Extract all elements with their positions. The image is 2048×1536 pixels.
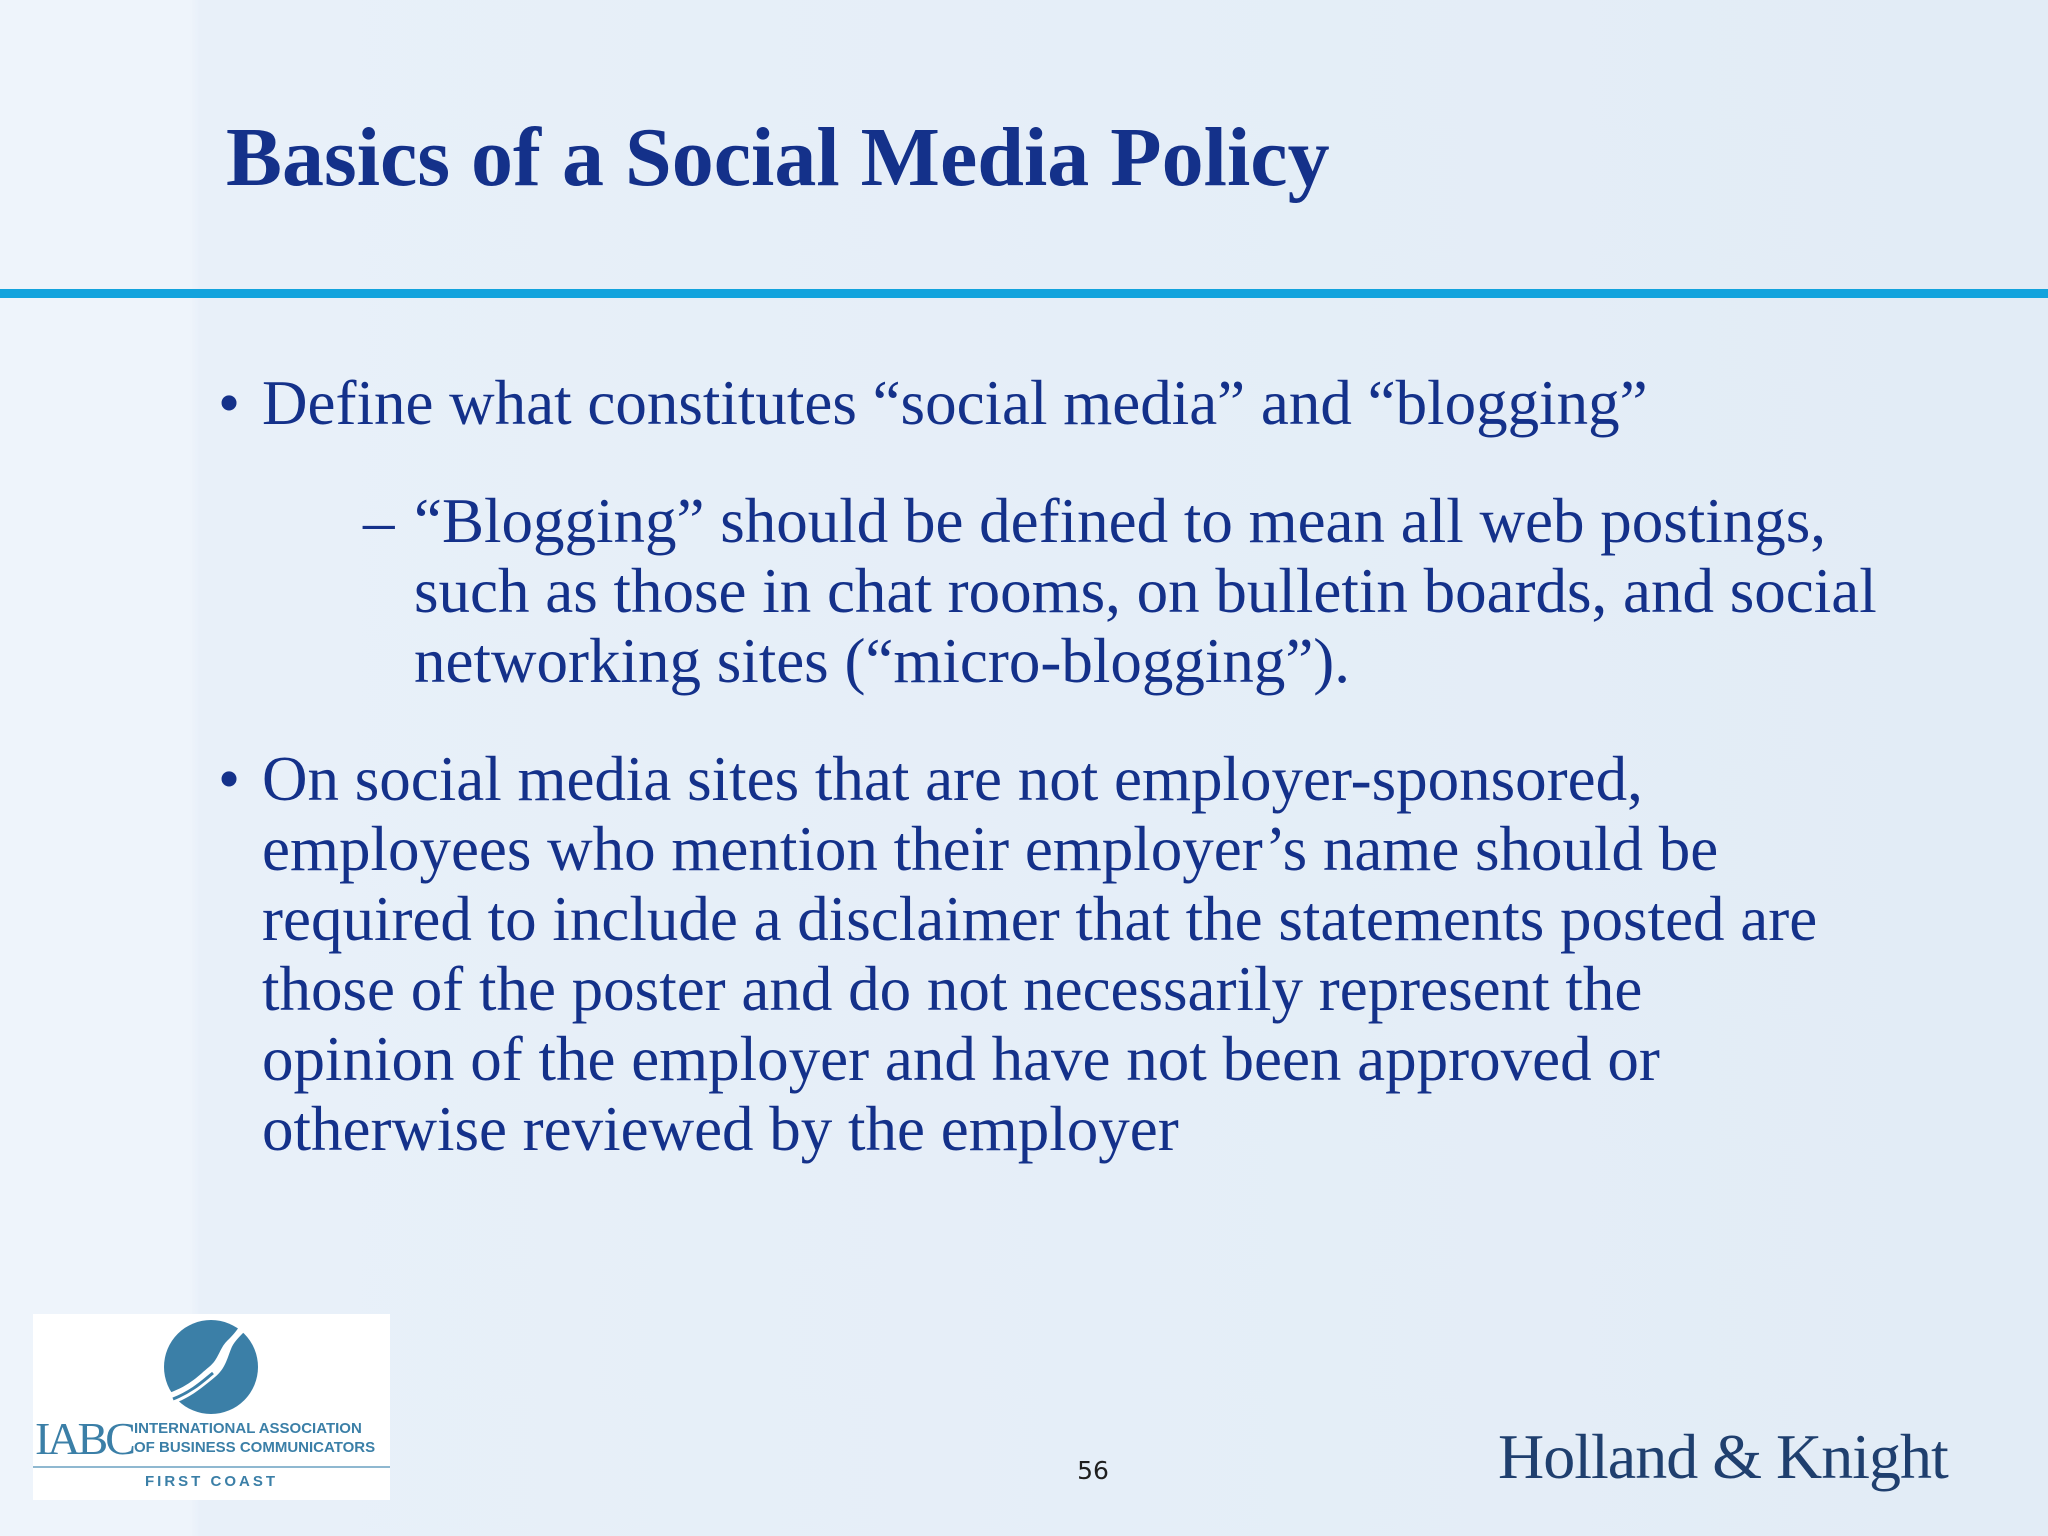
bullet-text-line: On social media sites that are not employer-sponsored, [262, 744, 1643, 814]
iabc-name-line: INTERNATIONAL ASSOCIATION [134, 1420, 362, 1437]
bullet-marker: • [218, 744, 241, 814]
bullet-text-line: Define what constitutes “social media” and “blogging” [262, 368, 1648, 438]
page-number: 56 [1077, 1456, 1109, 1485]
iabc-full-name [134, 1419, 375, 1457]
bullet-item-1 [218, 368, 1978, 438]
holland-knight-logo: Holland & Knight [1498, 1421, 1948, 1492]
bullet-item-2 [218, 744, 1978, 1164]
sub-bullet-text-line: networking sites (“micro-blogging”). [414, 626, 1351, 696]
bullet-text-line: opinion of the employer and have not been approved or [262, 1024, 1660, 1094]
sub-bullet-text-line: “Blogging” should be defined to mean all web postings, [414, 486, 1826, 556]
left-background-band [0, 0, 192, 1536]
sub-bullet-item-1 [363, 486, 1978, 696]
iabc-name-line: OF BUSINESS COMMUNICATORS [134, 1439, 376, 1456]
bullet-text-line: required to include a disclaimer that the statements posted are [262, 884, 1818, 954]
iabc-divider [33, 1466, 390, 1468]
iabc-river-emblem-icon [163, 1319, 259, 1415]
bullet-marker: • [218, 368, 241, 438]
bullet-text-line: those of the poster and do not necessarily represent the [262, 954, 1643, 1024]
iabc-logo [33, 1314, 390, 1500]
title-divider [0, 289, 2048, 298]
bullet-text-line: otherwise reviewed by the employer [262, 1094, 1179, 1164]
sub-bullet-text-line: such as those in chat rooms, on bulletin boards, and social [414, 556, 1877, 626]
slide-title: Basics of a Social Media Policy [226, 111, 1330, 204]
bullet-text-line: employees who mention their employer’s name should be [262, 814, 1719, 884]
sub-bullet-marker: – [363, 486, 395, 556]
iabc-wordmark: IABC [35, 1413, 133, 1464]
slide-body [218, 368, 1978, 1164]
iabc-chapter-name: FIRST COAST [145, 1473, 278, 1490]
